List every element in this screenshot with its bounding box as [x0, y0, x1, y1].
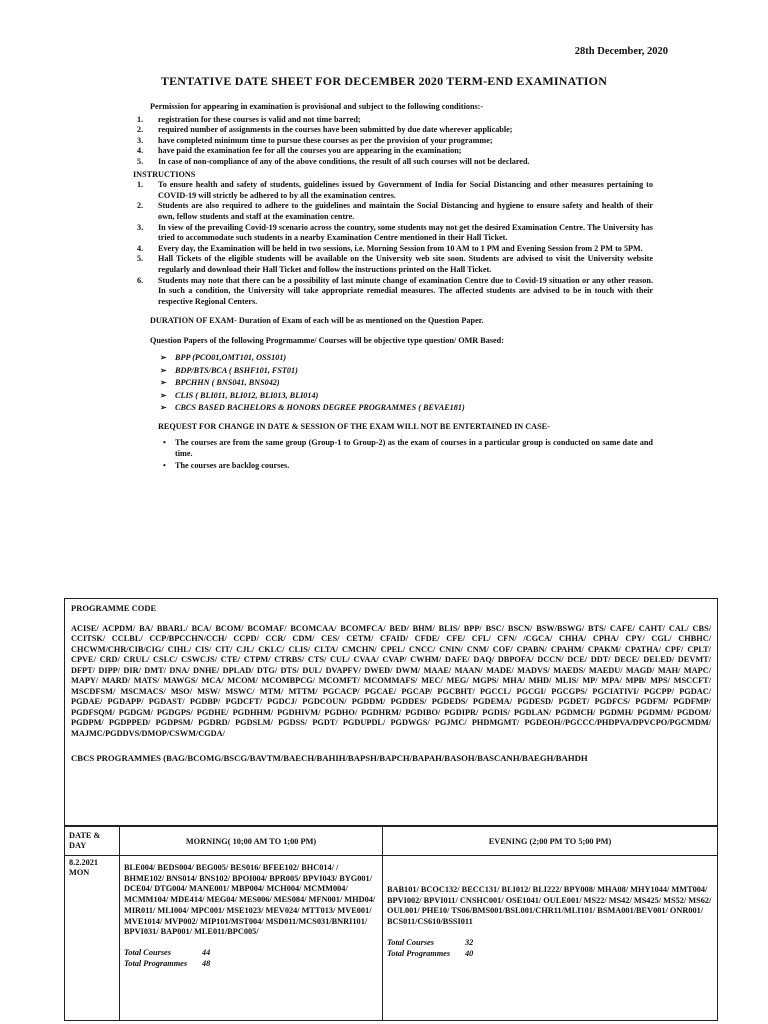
- list-item: [133, 276, 653, 308]
- evening-course-codes: BAB101/ BCOC132/ BECC131/ BLI012/ BLI222/ BPY008/ MHA08/ MHY1044/ MMT004/ BPVI002/ BPVI011/ CNSHC001/ OSE1041/ OULE001/ MS22/ MS42/ MS425/ MS52/ MS62/ OUL001/ PHE10/ TS06/BMS001/BSL001/CHR11/MLI101/ BSMA001/BEV001/ ONR001/ BCS011/CS610/BSSI011: [387, 885, 712, 927]
- list-item: [133, 146, 653, 157]
- list-item: [133, 244, 653, 255]
- list-item: [133, 157, 653, 168]
- total-courses-label: Total Courses: [124, 947, 171, 957]
- total-programmes-label: Total Programmes: [387, 948, 451, 958]
- item-text: have paid the examination fee for all the courses you are appearing in the examination;: [158, 146, 462, 156]
- exam-day: MON: [69, 868, 90, 877]
- item-number: 1.: [137, 180, 144, 190]
- list-item: [133, 438, 653, 459]
- item-number: 1.: [137, 114, 144, 124]
- table-row: [65, 856, 718, 1021]
- instructions-heading: INSTRUCTIONS: [133, 169, 196, 179]
- item-number: 5.: [137, 156, 144, 166]
- list-item: [133, 125, 653, 136]
- total-programmes-row: [124, 959, 378, 970]
- list-item: [133, 365, 653, 377]
- total-programmes-value: 40: [465, 948, 474, 958]
- list-item: [133, 390, 653, 402]
- item-text: have completed minimum time to pursue these courses as per the provision of your programme;: [158, 135, 493, 145]
- total-programmes-value: 48: [202, 958, 211, 968]
- objective-list: [133, 352, 653, 414]
- list-item: [133, 136, 653, 147]
- request-list: [133, 438, 653, 472]
- instructions-list: [133, 180, 653, 307]
- item-text: In view of the prevailing Covid-19 scenario across the country, some students may not get the desired Examination Centre. The University has tried to accommodate such students in a nearby Examination Centre mentioned in their Hall Ticket.: [158, 222, 653, 243]
- item-text: To ensure health and safety of students, guidelines issued by Government of India for Social Distancing and other measures pertaining to COVID-19 will strictly be adhered to by all the examination centres.: [158, 180, 653, 200]
- item-text: Hall Tickets of the eligible students will be available on the University web site soon. Students are advised to visit the University website regularly and download their Hall Ticket and follow the instructions printed on the Hall Ticket.: [158, 254, 653, 274]
- item-number: 2.: [137, 125, 144, 135]
- document-title: TENTATIVE DATE SHEET FOR DECEMBER 2020 TERM-END EXAMINATION: [160, 74, 608, 88]
- date-cell: [65, 856, 120, 1021]
- list-item: [133, 201, 653, 222]
- bullet-icon: •: [163, 438, 166, 448]
- list-item: [133, 223, 653, 244]
- list-item: [133, 402, 653, 414]
- arrow-bullet-icon: ➢: [160, 378, 167, 388]
- total-programmes-label: Total Programmes: [124, 958, 188, 968]
- cbcs-programmes: CBCS PROGRAMMES (BAG/BCOMG/BSCG/BAVTM/BAECH/BAHIH/BAPSH/BAPCH/BAPAH/BASOH/BASCANH/BAEGH/BAHDH: [71, 753, 588, 763]
- item-text: BPCHHN ( BNS041, BNS042): [175, 378, 280, 388]
- list-item: [133, 352, 653, 364]
- item-number: 3.: [137, 135, 144, 145]
- list-item: [133, 377, 653, 389]
- total-courses-label: Total Courses: [387, 937, 434, 947]
- permission-list: [133, 115, 653, 168]
- item-text: Students are also required to adhere to the guidelines and maintain the Social Distancing and hygiene to ensure safety and health of their own, fellow students and staff at the examination centre.: [158, 201, 653, 221]
- list-item: [133, 115, 653, 126]
- list-item: [133, 254, 653, 275]
- schedule-table: [64, 826, 718, 1021]
- evening-session-cell: [383, 856, 718, 1021]
- arrow-bullet-icon: ➢: [160, 390, 167, 400]
- item-number: 4.: [137, 243, 144, 253]
- duration-note: DURATION OF EXAM- Duration of Exam of each will be as mentioned on the Question Paper.: [150, 316, 484, 326]
- date-day-header: DATE & DAY: [65, 827, 120, 856]
- programme-code-heading: PROGRAMME CODE: [71, 603, 157, 613]
- table-header-row: [65, 827, 718, 856]
- request-heading: REQUEST FOR CHANGE IN DATE & SESSION OF THE EXAM WILL NOT BE ENTERTAINED IN CASE-: [158, 421, 550, 431]
- objective-intro: Question Papers of the following Progrmamme/ Courses will be objective type question/ OMR Based:: [150, 335, 504, 345]
- item-number: 4.: [137, 146, 144, 156]
- arrow-bullet-icon: ➢: [160, 365, 167, 375]
- permission-intro: Permission for appearing in examination is provisional and subject to the following conditions:-: [150, 102, 484, 111]
- evening-totals: [387, 938, 713, 959]
- morning-course-codes: BLE004/ BEDS004/ BEG005/ BES016/ BFEE102/ BHC014/ / BHME102/ BNS014/ BNS102/ BPOI004/ BPR005/ BPVI043/ BYG001/ DCE04/ DTG004/ MANE001/ MBP004/ MCH004/ MCMM004/ MCMM104/ MDE414/ MEG04/ MES006/ MES084/ MFN001/ MHD04/ MIR011/ MLI004/ MPC001/ MSE1023/ MEV024/ MTT013/ MVE001/ MVE1014/ MVP002/ MIP101/MST004/ MSD011/MCS031/BNRI101/ BPVI031/ BAP001/ MLE011/BPC005/: [124, 863, 376, 937]
- evening-header: EVENING (2;00 PM TO 5;00 PM): [383, 827, 718, 856]
- item-text: Every day, the Examination will be held in two sessions, i.e. Morning Session from 10 AM to 1 PM and Evening Session from 2 PM to 5PM.: [158, 243, 643, 253]
- list-item: [133, 461, 653, 472]
- item-text: Students may note that there can be a possibility of last minute change of examination Centre due to Covid-19 situation or any other reason. In such a condition, the University will take appropriate remedial measures. The affected students are advised to be in touch with their respective Regional Centers.: [158, 275, 653, 306]
- document-date: 28th December, 2020: [574, 46, 668, 57]
- morning-session-cell: [120, 856, 383, 1021]
- arrow-bullet-icon: ➢: [160, 353, 167, 363]
- arrow-bullet-icon: ➢: [160, 403, 167, 413]
- item-text: CBCS BASED BACHELORS & HONORS DEGREE PROGRAMMES ( BEVAE181): [175, 403, 465, 413]
- total-courses-value: 32: [465, 937, 474, 947]
- item-number: 6.: [137, 275, 144, 285]
- item-number: 2.: [137, 201, 144, 211]
- item-number: 3.: [137, 222, 144, 232]
- morning-header: MORNING( 10;00 AM TO 1;00 PM): [120, 827, 383, 856]
- item-text: The courses are from the same group (Group-1 to Group-2) as the exam of courses in a particular group is conducted on same date and time.: [175, 438, 653, 458]
- item-text: required number of assignments in the courses have been submitted by due date wherever applicable;: [158, 125, 513, 135]
- item-text: BPP (PCO01,OMT101, OSS101): [175, 353, 287, 363]
- total-programmes-row: [387, 949, 713, 960]
- programme-code-list: ACISE/ ACPDM/ BA/ BBARL/ BCA/ BCOM/ BCOMAF/ BCOMCAA/ BCOMFCA/ BED/ BHM/ BLIS/ BPP/ BSC/ BSCN/ BSW/BSWG/ BTS/ CAFE/ CAHT/ CAL/ CBS/ CCITSK/ CCLBL/ CCP/BPCCHN/CCH/ CCPD/ CCR/ CDM/ CES/ CETM/ CFAID/ CFDE/ CFE/ CFL/ CFN/ /CGCA/ CHHA/ CPHA/ CPY/ CGL/ CHBHC/ CHCWM/CHR/CIB/CIG/ CIHL/ CIS/ CIT/ CJL/ CKLC/ CLIS/ CLTA/ CMCHN/ CPEL/ CNCC/ CNIN/ CNM/ COF/ CPABN/ CPAHM/ CPAKM/ CPATHA/ CPF/ CPLT/ CPVE/ CRD/ CRUL/ CSLC/ CSWCJS/ CTE/ CTPM/ CTRBS/ CTS/ CUL/ CVAA/ CVAP/ CWHM/ DAFE/ DAQ/ DBPOFA/ DCCN/ DCE/ DDT/ DECE/ DELED/ DEVMT/ DFPT/ DIPP/ DIR/ DMT/ DNA/ DNHE/ DPLAD/ DTG/ DTS/ DUL/ DVAPFV/ DWED/ DWM/ MAAE/ MAAN/ MADE/ MADVS/ MAEDS/ MAEDU/ MAGD/ MAH/ MAPC/ MAPY/ MARD/ MATS/ MAWGS/ MCA/ MCOM/ MCOMBPCG/ MCOMFT/ MCOMMAFS/ MEC/ MEG/ MGPS/ MHA/ MHD/ MLIS/ MP/ MPA/ MPB/ MPS/ MSCCFT/ MSCDFSM/ MSCMACS/ MSO/ MSW/ MSWC/ MTM/ MTTM/ PGCACP/ PGCAE/ PGCAP/ PGCBHT/ PGCCL/ PGCGI/ PGCGPS/ PGCIATIVI/ PGCPP/ PGDAC/ PGDAE/ PGDAPP/ PGDAST/ PGDBP/ PGDCFT/ PGDCJ/ PGDCOUN/ PGDDM/ PGDDES/ PGDEDS/ PGDEMA/ PGDESD/ PGDET/ PGDFCS/ PGDFM/ PGDFMP/ PGDFSQM/ PGDGM/ PGDGPS/ PGDHE/ PGDHHM/ PGDHIVM/ PGDHO/ PGDHRM/ PGDIBO/ PGDIPR/ PGDIS/ PGDLAN/ PGDMCH/ PGDMH/ PGDMM/ PGDOM/ PGDPM/ PGDPPED/ PGDPSM/ PGDRD/ PGDSLM/ PGDSS/ PGDT/ PGDUPDL/ PGDWGS/ PGJMC/ PHDMGMT/ PGDEOH//PGCCC/PHDPVA/DPVCPO/PGCMDM/ MAJMC/PGDDVS/DMOP/CSWM/CGDA/: [71, 623, 711, 738]
- item-text: The courses are backlog courses.: [175, 461, 290, 471]
- item-number: 5.: [137, 254, 144, 264]
- total-courses-row: [387, 938, 713, 949]
- list-item: [133, 180, 653, 201]
- morning-totals: [124, 948, 378, 969]
- item-text: BDP/BTS/BCA ( BSHF101, FST01): [175, 365, 298, 375]
- conditions-section: [133, 102, 653, 474]
- item-text: CLIS ( BLI011, BLI012, BLI013, BLI014): [175, 390, 319, 400]
- programme-code-box: [64, 598, 718, 826]
- bullet-icon: •: [163, 461, 166, 471]
- total-courses-value: 44: [202, 947, 211, 957]
- item-text: registration for these courses is valid and not time barred;: [158, 114, 361, 124]
- item-text: In case of non-compliance of any of the above conditions, the result of all such courses will not be declared.: [158, 156, 530, 166]
- total-courses-row: [124, 948, 378, 959]
- exam-date: 8.2.2021: [69, 858, 99, 867]
